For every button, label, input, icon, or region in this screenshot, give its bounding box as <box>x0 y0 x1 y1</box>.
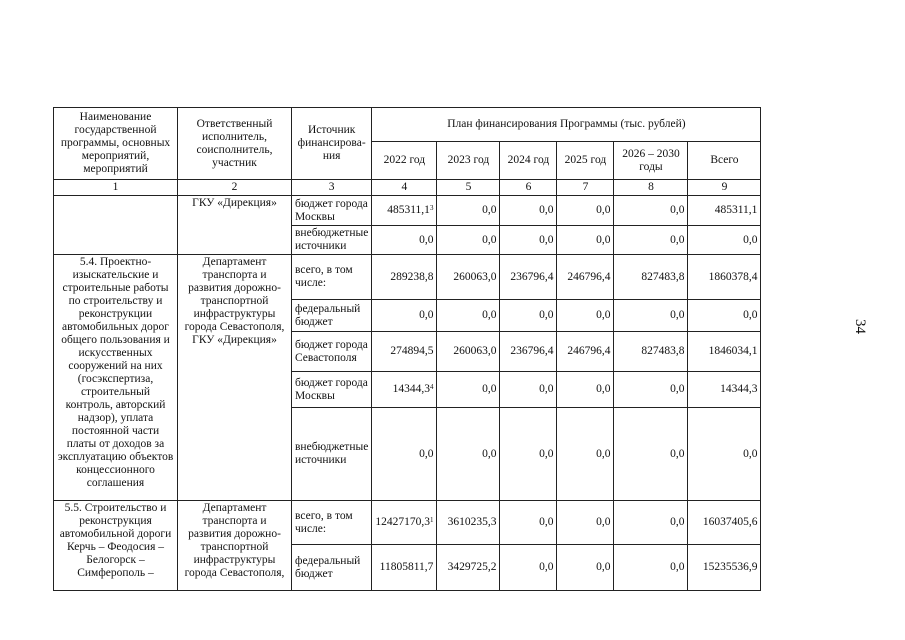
value-2025: 246796,4 <box>557 255 614 300</box>
value-2023: 0,0 <box>437 372 500 408</box>
column-number: 2 <box>178 180 292 196</box>
column-number: 3 <box>292 180 372 196</box>
value-2022: 12427170,3$^1$ <box>372 501 437 545</box>
value-total: 0,0 <box>688 226 761 255</box>
program-name-cell: 5.5. Строительство и реконструкция автомобильной дороги Керчь – Феодосия – Белогорск – Симферополь – <box>54 501 178 591</box>
value-total: 1860378,4 <box>688 255 761 300</box>
value-2023: 3610235,3 <box>437 501 500 545</box>
source-cell: внебюджетные источники <box>292 226 372 255</box>
value-2026-2030: 827483,8 <box>614 332 688 372</box>
program-name-cell <box>54 196 178 255</box>
value-2025: 246796,4 <box>557 332 614 372</box>
value-2022: 0,0 <box>372 408 437 501</box>
value-2022: 289238,8 <box>372 255 437 300</box>
footnote-mark: 4 <box>429 383 434 391</box>
value-total: 485311,1 <box>688 196 761 226</box>
header-source: Источник финансирова-ния <box>292 108 372 180</box>
column-number: 4 <box>372 180 437 196</box>
value-2026-2030: 827483,8 <box>614 255 688 300</box>
source-cell: бюджет города Севастополя <box>292 332 372 372</box>
header-row <box>54 108 761 142</box>
executor-cell: Департамент транспорта и развития дорожно-транспортной инфраструктуры города Севастополя, ГКУ «Дирекция» <box>178 255 292 501</box>
value-2025: 0,0 <box>557 408 614 501</box>
source-cell: федеральный бюджет <box>292 545 372 591</box>
value-2024: 0,0 <box>500 545 557 591</box>
value-2026-2030: 0,0 <box>614 300 688 332</box>
header-year-2023: 2023 год <box>437 142 500 180</box>
source-cell: всего, в том числе: <box>292 501 372 545</box>
source-cell: внебюджетные источники <box>292 408 372 501</box>
value-2025: 0,0 <box>557 226 614 255</box>
value-2023: 0,0 <box>437 226 500 255</box>
column-number: 1 <box>54 180 178 196</box>
header-executor: Ответственный исполнитель, соисполнитель, участник <box>178 108 292 180</box>
value-2023: 0,0 <box>437 300 500 332</box>
column-number: 9 <box>688 180 761 196</box>
value-2023: 0,0 <box>437 196 500 226</box>
value-2024: 0,0 <box>500 501 557 545</box>
value-2023: 260063,0 <box>437 332 500 372</box>
value-2024: 0,0 <box>500 196 557 226</box>
header-program-name: Наименование государственной программы, основных мероприятий, мероприятий <box>54 108 178 180</box>
table-row <box>54 255 761 300</box>
header-year-2025: 2025 год <box>557 142 614 180</box>
header-year-2026-2030: 2026 – 2030 годы <box>614 142 688 180</box>
column-number: 7 <box>557 180 614 196</box>
value-2026-2030: 0,0 <box>614 501 688 545</box>
value-total: 16037405,6 <box>688 501 761 545</box>
value-total: 15235536,9 <box>688 545 761 591</box>
value-2026-2030: 0,0 <box>614 372 688 408</box>
source-cell: федеральный бюджет <box>292 300 372 332</box>
footnote-mark: 1 <box>429 516 434 524</box>
value-2024: 0,0 <box>500 226 557 255</box>
value-2022: 274894,5 <box>372 332 437 372</box>
page-number: 34 <box>852 319 868 334</box>
value-total: 1846034,1 <box>688 332 761 372</box>
source-cell: всего, в том числе: <box>292 255 372 300</box>
value-2025: 0,0 <box>557 196 614 226</box>
column-number: 6 <box>500 180 557 196</box>
header-total: Всего <box>688 142 761 180</box>
value-2024: 236796,4 <box>500 255 557 300</box>
executor-cell: Департамент транспорта и развития дорожно-транспортной инфраструктуры города Севастополя, <box>178 501 292 591</box>
value-2024: 0,0 <box>500 372 557 408</box>
value-2022: 14344,3$^4$ <box>372 372 437 408</box>
value-2022: 0,0 <box>372 226 437 255</box>
column-number: 5 <box>437 180 500 196</box>
column-number: 8 <box>614 180 688 196</box>
value-2023: 0,0 <box>437 408 500 501</box>
table-row <box>54 501 761 545</box>
source-cell: бюджет города Москвы <box>292 196 372 226</box>
header-year-2022: 2022 год <box>372 142 437 180</box>
value-2026-2030: 0,0 <box>614 196 688 226</box>
footnote-mark: 3 <box>429 204 434 212</box>
value-2025: 0,0 <box>557 501 614 545</box>
executor-cell: ГКУ «Дирекция» <box>178 196 292 255</box>
header-year-2024: 2024 год <box>500 142 557 180</box>
value-2026-2030: 0,0 <box>614 408 688 501</box>
program-name-cell: 5.4. Проектно-изыскательские и строительные работы по строительству и реконструкции автомобильных дорог общего пользования и искусственных сооружений на них (госэкспертиза, строительный контроль, авторский надзор), уплата постоянной части платы от доходов за эксплуатацию объектов концессионного соглашения <box>54 255 178 501</box>
value-2023: 260063,0 <box>437 255 500 300</box>
value-2025: 0,0 <box>557 372 614 408</box>
value-2025: 0,0 <box>557 545 614 591</box>
financing-table <box>53 107 761 591</box>
header-plan: План финансирования Программы (тыс. рублей) <box>372 108 761 142</box>
value-total: 0,0 <box>688 408 761 501</box>
value-total: 0,0 <box>688 300 761 332</box>
value-2022: 0,0 <box>372 300 437 332</box>
table-row <box>54 196 761 226</box>
source-cell: бюджет города Москвы <box>292 372 372 408</box>
value-2026-2030: 0,0 <box>614 545 688 591</box>
value-2024: 0,0 <box>500 408 557 501</box>
value-2024: 0,0 <box>500 300 557 332</box>
value-2022: 11805811,7 <box>372 545 437 591</box>
value-2022: 485311,1$^3$ <box>372 196 437 226</box>
column-number-row <box>54 180 761 196</box>
value-2023: 3429725,2 <box>437 545 500 591</box>
value-total: 14344,3 <box>688 372 761 408</box>
value-2026-2030: 0,0 <box>614 226 688 255</box>
value-2025: 0,0 <box>557 300 614 332</box>
value-2024: 236796,4 <box>500 332 557 372</box>
